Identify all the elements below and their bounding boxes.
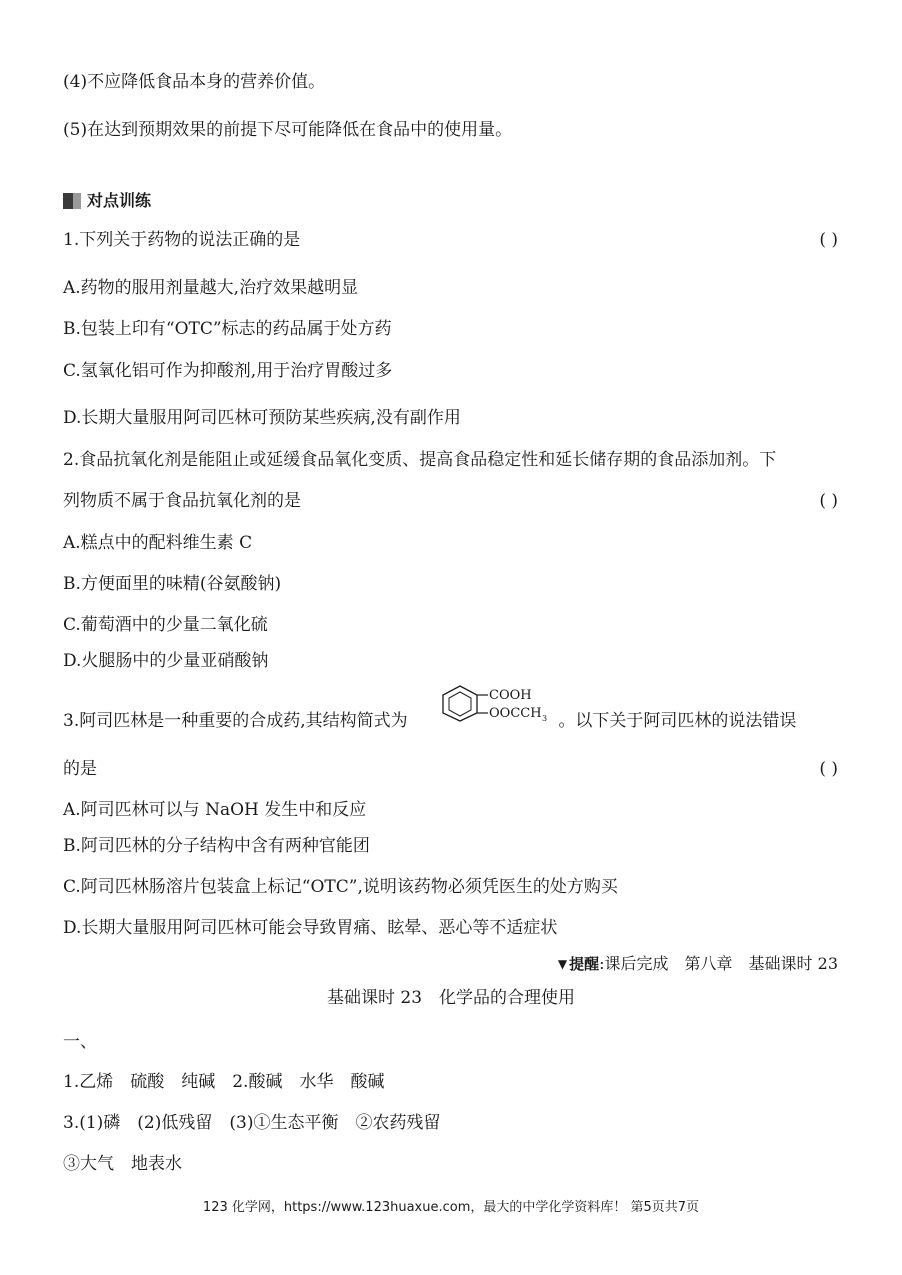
q2-stem-line2-text: 列物质不属于食品抗氧化剂的是 — [63, 491, 301, 511]
section-marker-icon — [63, 193, 81, 209]
q1-option-c: C.氢氧化铝可作为抑酸剂,用于治疗胃酸过多 — [63, 361, 393, 381]
q2-answer-blank: ( ) — [819, 491, 838, 511]
q2-option-a: A.糕点中的配料维生素 C — [63, 533, 253, 553]
answer-section-title: 基础课时 23 化学品的合理使用 — [326, 988, 576, 1008]
q3-stem-part1: 3.阿司匹林是一种重要的合成药,其结构简式为 — [63, 711, 408, 731]
q3-stem-line2-text: 的是 — [63, 759, 97, 779]
q1-answer-blank: ( ) — [819, 230, 838, 250]
answer-heading: 一、 — [63, 1032, 97, 1052]
q2-option-c: C.葡萄酒中的少量二氧化硫 — [63, 615, 268, 635]
intro-item-5: (5)在达到预期效果的前提下尽可能降低在食品中的使用量。 — [63, 120, 513, 140]
q2-stem-line1: 2.食品抗氧化剂是能阻止或延缓食品氧化变质、提高食品稳定性和延长储存期的食品添加剂。下 — [63, 450, 777, 470]
q1-option-d: D.长期大量服用阿司匹林可预防某些疾病,没有副作用 — [63, 408, 461, 428]
reminder-note — [558, 952, 838, 976]
structure-subscript: 3 — [542, 714, 548, 723]
aspirin-structure — [438, 683, 558, 723]
q1-stem-text: 1.下列关于药物的说法正确的是 — [63, 230, 301, 250]
q2-option-d: D.火腿肠中的少量亚硝酸钠 — [63, 651, 269, 671]
q1-option-b: B.包装上印有“OTC”标志的药品属于处方药 — [63, 319, 392, 339]
q3-stem-part2: 。以下关于阿司匹林的说法错误 — [558, 711, 797, 731]
q3-stem-line2 — [63, 757, 838, 781]
reminder-triangle-icon: ▼ — [557, 957, 568, 971]
section-title: 对点训练 — [87, 191, 152, 210]
reminder-label: 提醒 — [569, 955, 600, 973]
q3-option-d: D.长期大量服用阿司匹林可能会导致胃痛、眩晕、恶心等不适症状 — [63, 918, 558, 938]
structure-group-cooh: COOH — [489, 688, 532, 703]
answer-line-2: 3.(1)磷 (2)低残留 (3)①生态平衡 ②农药残留 — [63, 1113, 441, 1133]
q3-answer-blank: ( ) — [819, 759, 838, 779]
q3-option-c: C.阿司匹林肠溶片包装盒上标记“OTC”,说明该药物必须凭医生的处方购买 — [63, 877, 618, 897]
intro-item-4: (4)不应降低食品本身的营养价值。 — [63, 72, 326, 92]
answer-line-1: 1.乙烯 硫酸 纯碱 2.酸碱 水华 酸碱 — [63, 1072, 385, 1092]
answer-line-3: ③大气 地表水 — [63, 1154, 182, 1174]
structure-group-ooc: OOCCH — [489, 706, 542, 721]
q2-option-b: B.方便面里的味精(谷氨酸钠) — [63, 574, 282, 594]
q1-option-a: A.药物的服用剂量越大,治疗效果越明显 — [63, 278, 359, 298]
q3-option-a: A.阿司匹林可以与 NaOH 发生中和反应 — [63, 800, 367, 820]
q2-stem-line2 — [63, 489, 838, 513]
section-heading — [63, 190, 151, 212]
q3-option-b: B.阿司匹林的分子结构中含有两种官能团 — [63, 836, 370, 856]
page-footer: 123 化学网，https://www.123huaxue.com，最大的中学化学资料库！ 第5页共7页 — [202, 1200, 700, 1215]
reminder-text: :课后完成 第八章 基础课时 23 — [599, 954, 838, 973]
q1-stem — [63, 228, 838, 252]
